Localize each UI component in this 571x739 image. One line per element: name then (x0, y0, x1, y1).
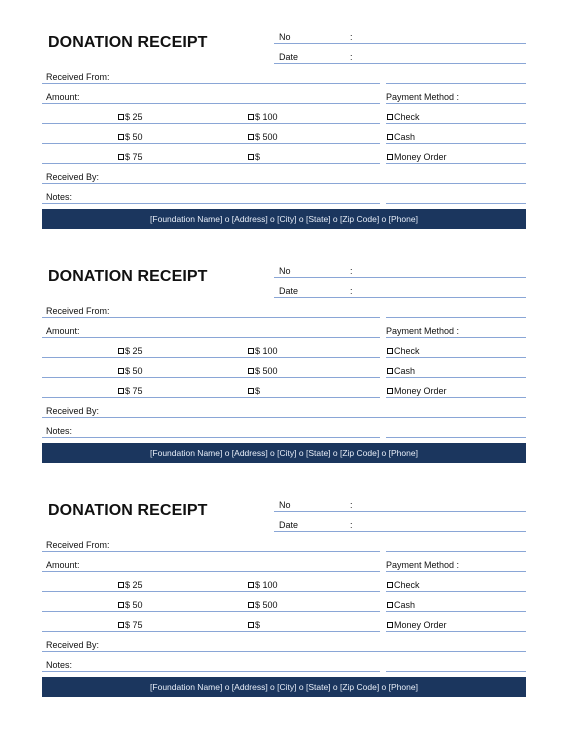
method-money-order-checkbox[interactable] (387, 620, 447, 630)
notes-label: Notes: (46, 192, 73, 202)
amount-75-label: $ 75 (125, 620, 143, 630)
method-money-order-checkbox[interactable] (387, 386, 447, 396)
method-money-order-checkbox[interactable] (387, 152, 447, 162)
received-from-right-line (386, 83, 526, 84)
amount-row-3-line (42, 163, 380, 164)
amount-row-2-line (42, 377, 380, 378)
amount-line (42, 103, 380, 104)
method-money-order-label: Money Order (394, 386, 447, 396)
amount-100-label: $ 100 (255, 346, 278, 356)
footer-text: [Foundation Name] o [Address] o [City] o [State] o [Zip Code] o [Phone] (150, 214, 418, 224)
amount-500-checkbox[interactable] (248, 366, 278, 376)
method-row-3-line (386, 397, 526, 398)
checkbox-icon (248, 368, 254, 374)
checkbox-icon (118, 582, 124, 588)
no-field[interactable] (274, 43, 526, 44)
method-check-checkbox[interactable] (387, 580, 420, 590)
checkbox-icon (248, 348, 254, 354)
method-check-label: Check (394, 346, 420, 356)
date-field[interactable] (274, 63, 526, 64)
amount-row-1-line (42, 123, 380, 124)
amount-row-3-line (42, 397, 380, 398)
amount-75-label: $ 75 (125, 152, 143, 162)
notes-right-line (386, 437, 526, 438)
donation-receipt-1 (42, 28, 526, 228)
date-label: Date (279, 520, 299, 530)
amount-100-checkbox[interactable] (248, 580, 278, 590)
amount-25-label: $ 25 (125, 112, 143, 122)
notes-field[interactable] (42, 203, 380, 204)
checkbox-icon (118, 388, 124, 394)
checkbox-icon (118, 154, 124, 160)
amount-label: Amount: (46, 92, 80, 102)
checkbox-icon (118, 348, 124, 354)
amount-500-checkbox[interactable] (248, 132, 278, 142)
amount-line (42, 571, 380, 572)
no-colon: : (350, 500, 353, 510)
received-by-label: Received By: (46, 640, 100, 650)
received-from-field[interactable] (42, 317, 380, 318)
received-by-field[interactable] (42, 417, 526, 418)
method-cash-label: Cash (394, 600, 416, 610)
method-cash-label: Cash (394, 366, 416, 376)
checkbox-icon (248, 114, 254, 120)
amount-label: Amount: (46, 326, 80, 336)
footer-text: [Foundation Name] o [Address] o [City] o [State] o [Zip Code] o [Phone] (150, 682, 418, 692)
amount-50-checkbox[interactable] (118, 132, 143, 142)
date-label: Date (279, 286, 299, 296)
amount-row-3-line (42, 631, 380, 632)
checkbox-icon (118, 114, 124, 120)
checkbox-icon (248, 602, 254, 608)
received-from-right-line (386, 551, 526, 552)
method-cash-checkbox[interactable] (387, 600, 415, 610)
amount-100-label: $ 100 (255, 112, 278, 122)
checkbox-icon (248, 622, 254, 628)
method-check-label: Check (394, 112, 420, 122)
method-row-2-line (386, 611, 526, 612)
payment-method-line (386, 337, 526, 338)
footer-text: [Foundation Name] o [Address] o [City] o [State] o [Zip Code] o [Phone] (150, 448, 418, 458)
method-row-2-line (386, 377, 526, 378)
no-label: No (279, 266, 291, 276)
checkbox-icon (387, 622, 393, 628)
amount-500-label: $ 500 (255, 600, 278, 610)
checkbox-icon (387, 114, 393, 120)
received-by-label: Received By: (46, 406, 100, 416)
method-row-2-line (386, 143, 526, 144)
checkbox-icon (387, 348, 393, 354)
method-money-order-label: Money Order (394, 620, 447, 630)
received-by-label: Received By: (46, 172, 100, 182)
method-cash-label: Cash (394, 132, 416, 142)
date-colon: : (350, 520, 353, 530)
checkbox-icon (118, 622, 124, 628)
amount-75-label: $ 75 (125, 386, 143, 396)
method-cash-checkbox[interactable] (387, 132, 415, 142)
donation-receipt-3 (42, 496, 526, 696)
checkbox-icon (248, 582, 254, 588)
amount-500-label: $ 500 (255, 366, 278, 376)
amount-row-2-line (42, 611, 380, 612)
received-from-field[interactable] (42, 551, 380, 552)
method-row-3-line (386, 163, 526, 164)
date-colon: : (350, 52, 353, 62)
payment-method-label: Payment Method : (386, 326, 460, 336)
amount-row-1-line (42, 357, 380, 358)
amount-label: Amount: (46, 560, 80, 570)
amount-row-1-line (42, 591, 380, 592)
amount-other-label: $ (255, 386, 261, 396)
amount-75-checkbox[interactable] (118, 152, 143, 162)
no-colon: : (350, 266, 353, 276)
notes-label: Notes: (46, 426, 73, 436)
receipt-footer (42, 209, 526, 229)
amount-100-checkbox[interactable] (248, 112, 278, 122)
checkbox-icon (118, 368, 124, 374)
receipt-footer (42, 443, 526, 463)
date-colon: : (350, 286, 353, 296)
amount-25-checkbox[interactable] (118, 580, 143, 590)
checkbox-icon (248, 154, 254, 160)
checkbox-icon (387, 602, 393, 608)
amount-500-checkbox[interactable] (248, 600, 278, 610)
date-label: Date (279, 52, 299, 62)
method-cash-checkbox[interactable] (387, 366, 415, 376)
method-row-1-line (386, 123, 526, 124)
method-row-3-line (386, 631, 526, 632)
date-field[interactable] (274, 531, 526, 532)
amount-500-label: $ 500 (255, 132, 278, 142)
payment-method-line (386, 103, 526, 104)
amount-row-2-line (42, 143, 380, 144)
amount-other-label: $ (255, 620, 261, 630)
checkbox-icon (248, 388, 254, 394)
notes-label: Notes: (46, 660, 73, 670)
checkbox-icon (118, 134, 124, 140)
checkbox-icon (118, 602, 124, 608)
amount-100-label: $ 100 (255, 580, 278, 590)
no-field[interactable] (274, 511, 526, 512)
receipt-title: DONATION RECEIPT (48, 34, 208, 51)
amount-75-checkbox[interactable] (118, 386, 143, 396)
receipt-title: DONATION RECEIPT (48, 268, 208, 285)
notes-field[interactable] (42, 671, 380, 672)
received-from-label: Received From: (46, 540, 110, 550)
received-by-field[interactable] (42, 651, 526, 652)
no-field[interactable] (274, 277, 526, 278)
method-row-1-line (386, 357, 526, 358)
receipt-title: DONATION RECEIPT (48, 502, 208, 519)
method-check-label: Check (394, 580, 420, 590)
payment-method-label: Payment Method : (386, 560, 460, 570)
amount-other-label: $ (255, 152, 261, 162)
amount-75-checkbox[interactable] (118, 620, 143, 630)
amount-50-checkbox[interactable] (118, 366, 143, 376)
notes-field[interactable] (42, 437, 380, 438)
checkbox-icon (387, 582, 393, 588)
amount-50-label: $ 50 (125, 600, 143, 610)
amount-25-checkbox[interactable] (118, 346, 143, 356)
method-check-checkbox[interactable] (387, 112, 420, 122)
method-row-1-line (386, 591, 526, 592)
amount-line (42, 337, 380, 338)
amount-25-checkbox[interactable] (118, 112, 143, 122)
checkbox-icon (387, 368, 393, 374)
amount-100-checkbox[interactable] (248, 346, 278, 356)
received-from-label: Received From: (46, 306, 110, 316)
amount-25-label: $ 25 (125, 580, 143, 590)
amount-other-checkbox[interactable] (248, 620, 260, 630)
date-field[interactable] (274, 297, 526, 298)
received-by-field[interactable] (42, 183, 526, 184)
received-from-right-line (386, 317, 526, 318)
checkbox-icon (248, 134, 254, 140)
received-from-label: Received From: (46, 72, 110, 82)
no-colon: : (350, 32, 353, 42)
amount-50-checkbox[interactable] (118, 600, 143, 610)
method-money-order-label: Money Order (394, 152, 447, 162)
donation-receipt-2 (42, 262, 526, 462)
payment-method-label: Payment Method : (386, 92, 460, 102)
payment-method-line (386, 571, 526, 572)
no-label: No (279, 500, 291, 510)
checkbox-icon (387, 134, 393, 140)
amount-25-label: $ 25 (125, 346, 143, 356)
amount-50-label: $ 50 (125, 132, 143, 142)
received-from-field[interactable] (42, 83, 380, 84)
checkbox-icon (387, 388, 393, 394)
amount-other-checkbox[interactable] (248, 386, 260, 396)
checkbox-icon (387, 154, 393, 160)
no-label: No (279, 32, 291, 42)
amount-50-label: $ 50 (125, 366, 143, 376)
notes-right-line (386, 203, 526, 204)
amount-other-checkbox[interactable] (248, 152, 260, 162)
receipt-footer (42, 677, 526, 697)
method-check-checkbox[interactable] (387, 346, 420, 356)
notes-right-line (386, 671, 526, 672)
